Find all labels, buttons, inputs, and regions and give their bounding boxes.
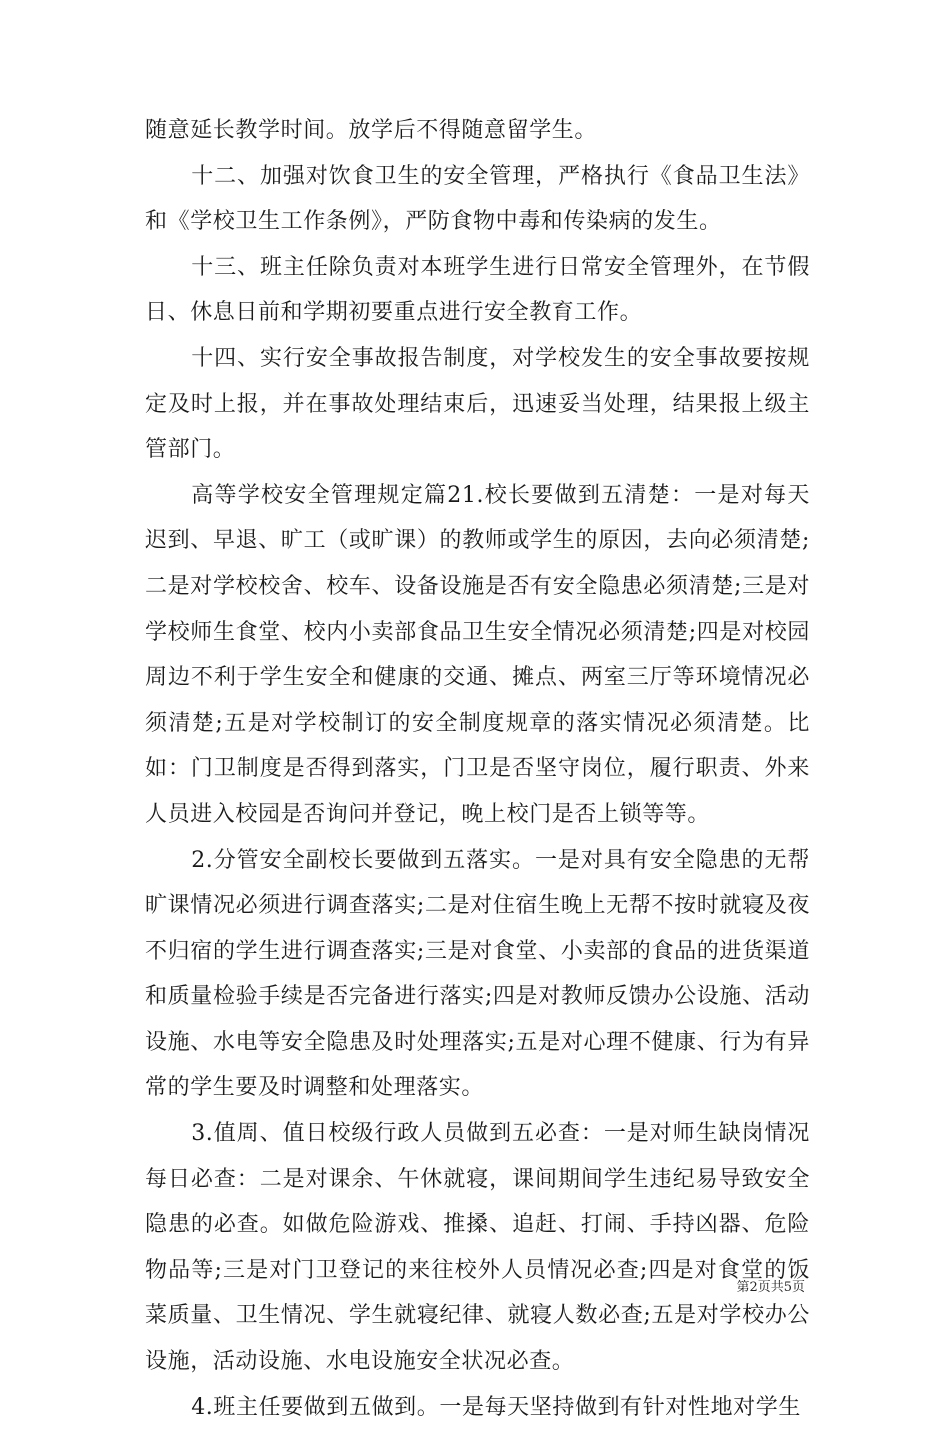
- paragraph-2: 十二、加强对饮食卫生的安全管理，严格执行《食品卫生法》和《学校卫生工作条例》，严防食物中毒和传染病的发生。: [145, 163, 810, 235]
- paragraph-5: 高等学校安全管理规定篇21.校长要做到五清楚：一是对每天迟到、早退、旷工（或旷课）的教师或学生的原因，去向必须清楚;二是对学校校舍、校车、设备设施是否有安全隐患必须清楚;三是对学校师生食堂、校内小卖部食品卫生安全情况必须清楚;四是对校园周边不利于学生安全和健康的交通、摊点、两室三厅等环境情况必须清楚;五是对学校制订的安全制度规章的落实情况必须清楚。比如：门卫制度是否得到落实，门卫是否坚守岗位，履行职责、外来人员进入校园是否询问并登记，晚上校门是否上锁等等。: [145, 482, 810, 827]
- paragraph-1: 随意延长教学时间。放学后不得随意留学生。: [145, 118, 598, 143]
- paragraph-4: 十四、实行安全事故报告制度，对学校发生的安全事故要按规定及时上报，并在事故处理结束后，迅速妥当处理，结果报上级主管部门。: [145, 345, 810, 463]
- paragraph-6: 2.分管安全副校长要做到五落实。一是对具有安全隐患的无帮旷课情况必须进行调查落实;二是对住宿生晚上无帮不按时就寝及夜不归宿的学生进行调查落实;三是对食堂、小卖部的食品的进货渠道和质量检验手续是否完备进行落实;四是对教师反馈办公设施、活动设施、水电等安全隐患及时处理落实;五是对心理不健康、行为有异常的学生要及时调整和处理落实。: [145, 847, 810, 1101]
- page-number: 第2页共5页: [736, 1280, 805, 1295]
- paragraph-7: 3.值周、值日校级行政人员做到五必查：一是对师生缺岗情况每日必查：二是对课余、午休就寝，课间期间学生违纪易导致安全隐患的必查。如做危险游戏、推搡、追赶、打闹、手持凶器、危险物品等;三是对门卫登记的来往校外人员情况必查;四是对食堂的饭菜质量、卫生情况、学生就寝纪律、就寝人数必查;五是对学校办公设施，活动设施、水电设施安全状况必查。: [145, 1121, 810, 1375]
- paragraph-3: 十三、班主任除负责对本班学生进行日常安全管理外，在节假日、休息日前和学期初要重点进行安全教育工作。: [145, 254, 810, 326]
- document-body: [145, 108, 810, 1430]
- paragraph-8: 4.班主任要做到五做到。一是每天坚持做到有针对性地对学生: [191, 1394, 801, 1420]
